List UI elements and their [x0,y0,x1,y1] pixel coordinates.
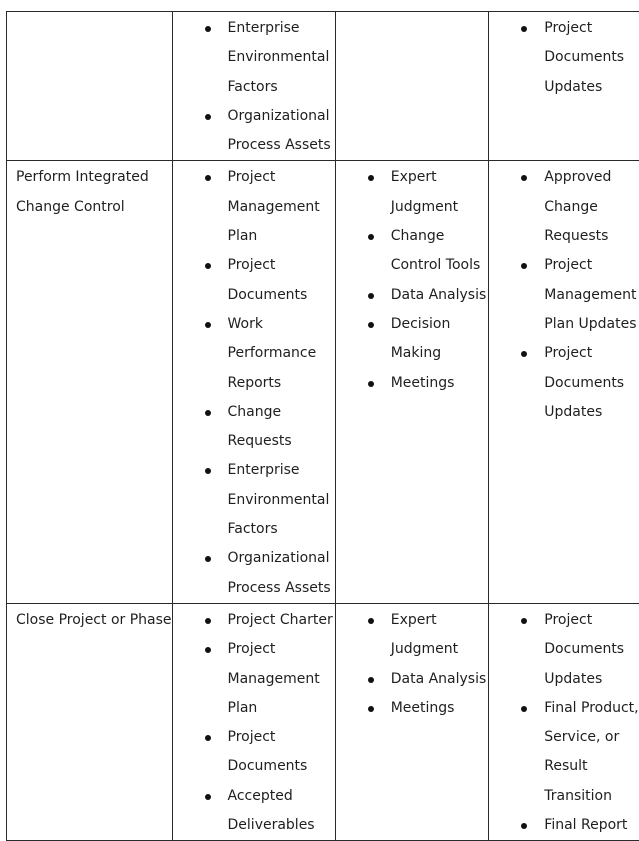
bullet-icon [205,114,211,120]
list-item [336,369,489,398]
list-item-line: Change [544,193,638,222]
list-item [489,251,639,339]
bullet-icon [368,381,374,387]
list-item-line: Project Charter [228,606,333,635]
list-item [173,14,335,102]
bullet-icon [521,618,527,624]
outputs-cell [489,161,639,603]
list-item [173,456,335,544]
list-item-line: Management [228,665,333,694]
process-name-line: Perform Integrated [16,163,172,192]
outputs-cell [489,12,639,161]
list-item-line: Documents [228,281,333,310]
list-item [173,163,335,251]
list-item-line: Transition [544,782,638,811]
bullet-icon [521,26,527,32]
list-item-line: Process Assets [228,131,333,160]
bullet-icon [205,647,211,653]
list-item [173,102,335,161]
list-item-line: Project [228,635,333,664]
list-item-line: Documents [544,635,638,664]
list-item-line: Change [228,398,333,427]
tools-cell [335,603,489,840]
bullet-icon [205,735,211,741]
list-item-line: Environmental [228,43,333,72]
list-item-line: Factors [228,515,333,544]
table-row [7,161,639,603]
list-item-line: Data Analysis [391,281,487,310]
list-item [489,694,639,811]
list-item-line: Project [228,251,333,280]
list-item-line: Project [544,606,638,635]
bullet-icon [368,677,374,683]
bullet-icon [368,175,374,181]
list-item-line: Enterprise [228,456,333,485]
tools-list [336,604,489,723]
list-item-line: Making [391,339,487,368]
inputs-list [173,161,335,602]
inputs-cell [172,603,335,840]
list-item [173,544,335,603]
list-item-line: Requests [228,427,333,456]
process-name-line: Close Project or Phase [16,606,172,635]
list-item-line: Service, or [544,723,638,752]
list-item-line: Documents [228,752,333,781]
list-item-line: Final Product, [544,694,638,723]
bullet-icon [205,410,211,416]
inputs-list [173,12,335,160]
list-item-line: Change [391,222,487,251]
bullet-icon [205,26,211,32]
bullet-icon [521,706,527,712]
process-table [6,11,639,841]
list-item-line: Updates [544,398,638,427]
list-item-line: Requests [544,222,638,251]
process-name [7,161,172,222]
outputs-list [489,161,639,427]
list-item-line: Plan [228,222,333,251]
list-item [336,163,489,222]
list-item-line: Management [228,193,333,222]
bullet-icon [205,322,211,328]
inputs-cell [172,161,335,603]
bullet-icon [521,263,527,269]
list-item-line: Expert [391,606,487,635]
list-item [489,606,639,694]
list-item-line: Project [228,723,333,752]
list-item [173,398,335,457]
tools-list [336,161,489,397]
tools-cell [335,12,489,161]
outputs-list [489,12,639,102]
list-item-line: Judgment [391,193,487,222]
bullet-icon [521,823,527,829]
process-name [7,604,172,635]
list-item [173,782,335,841]
bullet-icon [368,706,374,712]
bullet-icon [368,322,374,328]
table-row [7,603,639,840]
process-cell [7,12,173,161]
list-item-line: Expert [391,163,487,192]
list-item-line: Project [228,163,333,192]
list-item-line: Meetings [391,369,487,398]
process-cell [7,603,173,840]
bullet-icon [205,794,211,800]
tools-cell [335,161,489,603]
bullet-icon [368,234,374,240]
bullet-icon [205,175,211,181]
outputs-list [489,604,639,840]
list-item-line: Reports [228,369,333,398]
bullet-icon [205,468,211,474]
list-item-line: Organizational [228,102,333,131]
list-item-line: Result [544,752,638,781]
list-item-line: Documents [544,43,638,72]
list-item-line: Control Tools [391,251,487,280]
list-item-line: Organizational [228,544,333,573]
list-item [336,694,489,723]
list-item [336,606,489,665]
list-item-line: Enterprise [228,14,333,43]
list-item [336,222,489,281]
list-item [173,606,335,635]
list-item-line: Data Analysis [391,665,487,694]
list-item-line: Approved [544,163,638,192]
list-item [173,723,335,782]
list-item-line: Project [544,339,638,368]
list-item [173,635,335,723]
list-item-line: Factors [228,73,333,102]
bullet-icon [521,175,527,181]
list-item [336,281,489,310]
list-item-line: Plan [228,694,333,723]
list-item [489,339,639,427]
bullet-icon [521,351,527,357]
list-item [489,14,639,102]
bullet-icon [205,263,211,269]
process-name [7,12,172,14]
list-item-line: Updates [544,665,638,694]
inputs-cell [172,12,335,161]
table-row [7,12,639,161]
list-item-line: Project [544,251,638,280]
list-item-line: Meetings [391,694,487,723]
outputs-cell [489,603,639,840]
list-item-line: Updates [544,73,638,102]
list-item-line: Documents [544,369,638,398]
list-item-line: Plan Updates [544,310,638,339]
list-item [336,665,489,694]
bullet-icon [205,556,211,562]
list-item-line: Project [544,14,638,43]
list-item-line: Final Report [544,811,638,840]
list-item [173,310,335,398]
list-item-line: Process Assets [228,574,333,603]
list-item [336,310,489,369]
process-cell [7,161,173,603]
list-item-line: Judgment [391,635,487,664]
list-item-line: Deliverables [228,811,333,840]
list-item [489,163,639,251]
bullet-icon [205,618,211,624]
list-item-line: Accepted [228,782,333,811]
list-item-line: Performance [228,339,333,368]
bullet-icon [368,618,374,624]
process-table-body [7,12,639,841]
list-item [173,251,335,310]
list-item-line: Decision [391,310,487,339]
list-item-line: Management [544,281,638,310]
list-item-line: Environmental [228,486,333,515]
list-item-line: Work [228,310,333,339]
process-name-line: Change Control [16,193,172,222]
inputs-list [173,604,335,840]
bullet-icon [368,293,374,299]
